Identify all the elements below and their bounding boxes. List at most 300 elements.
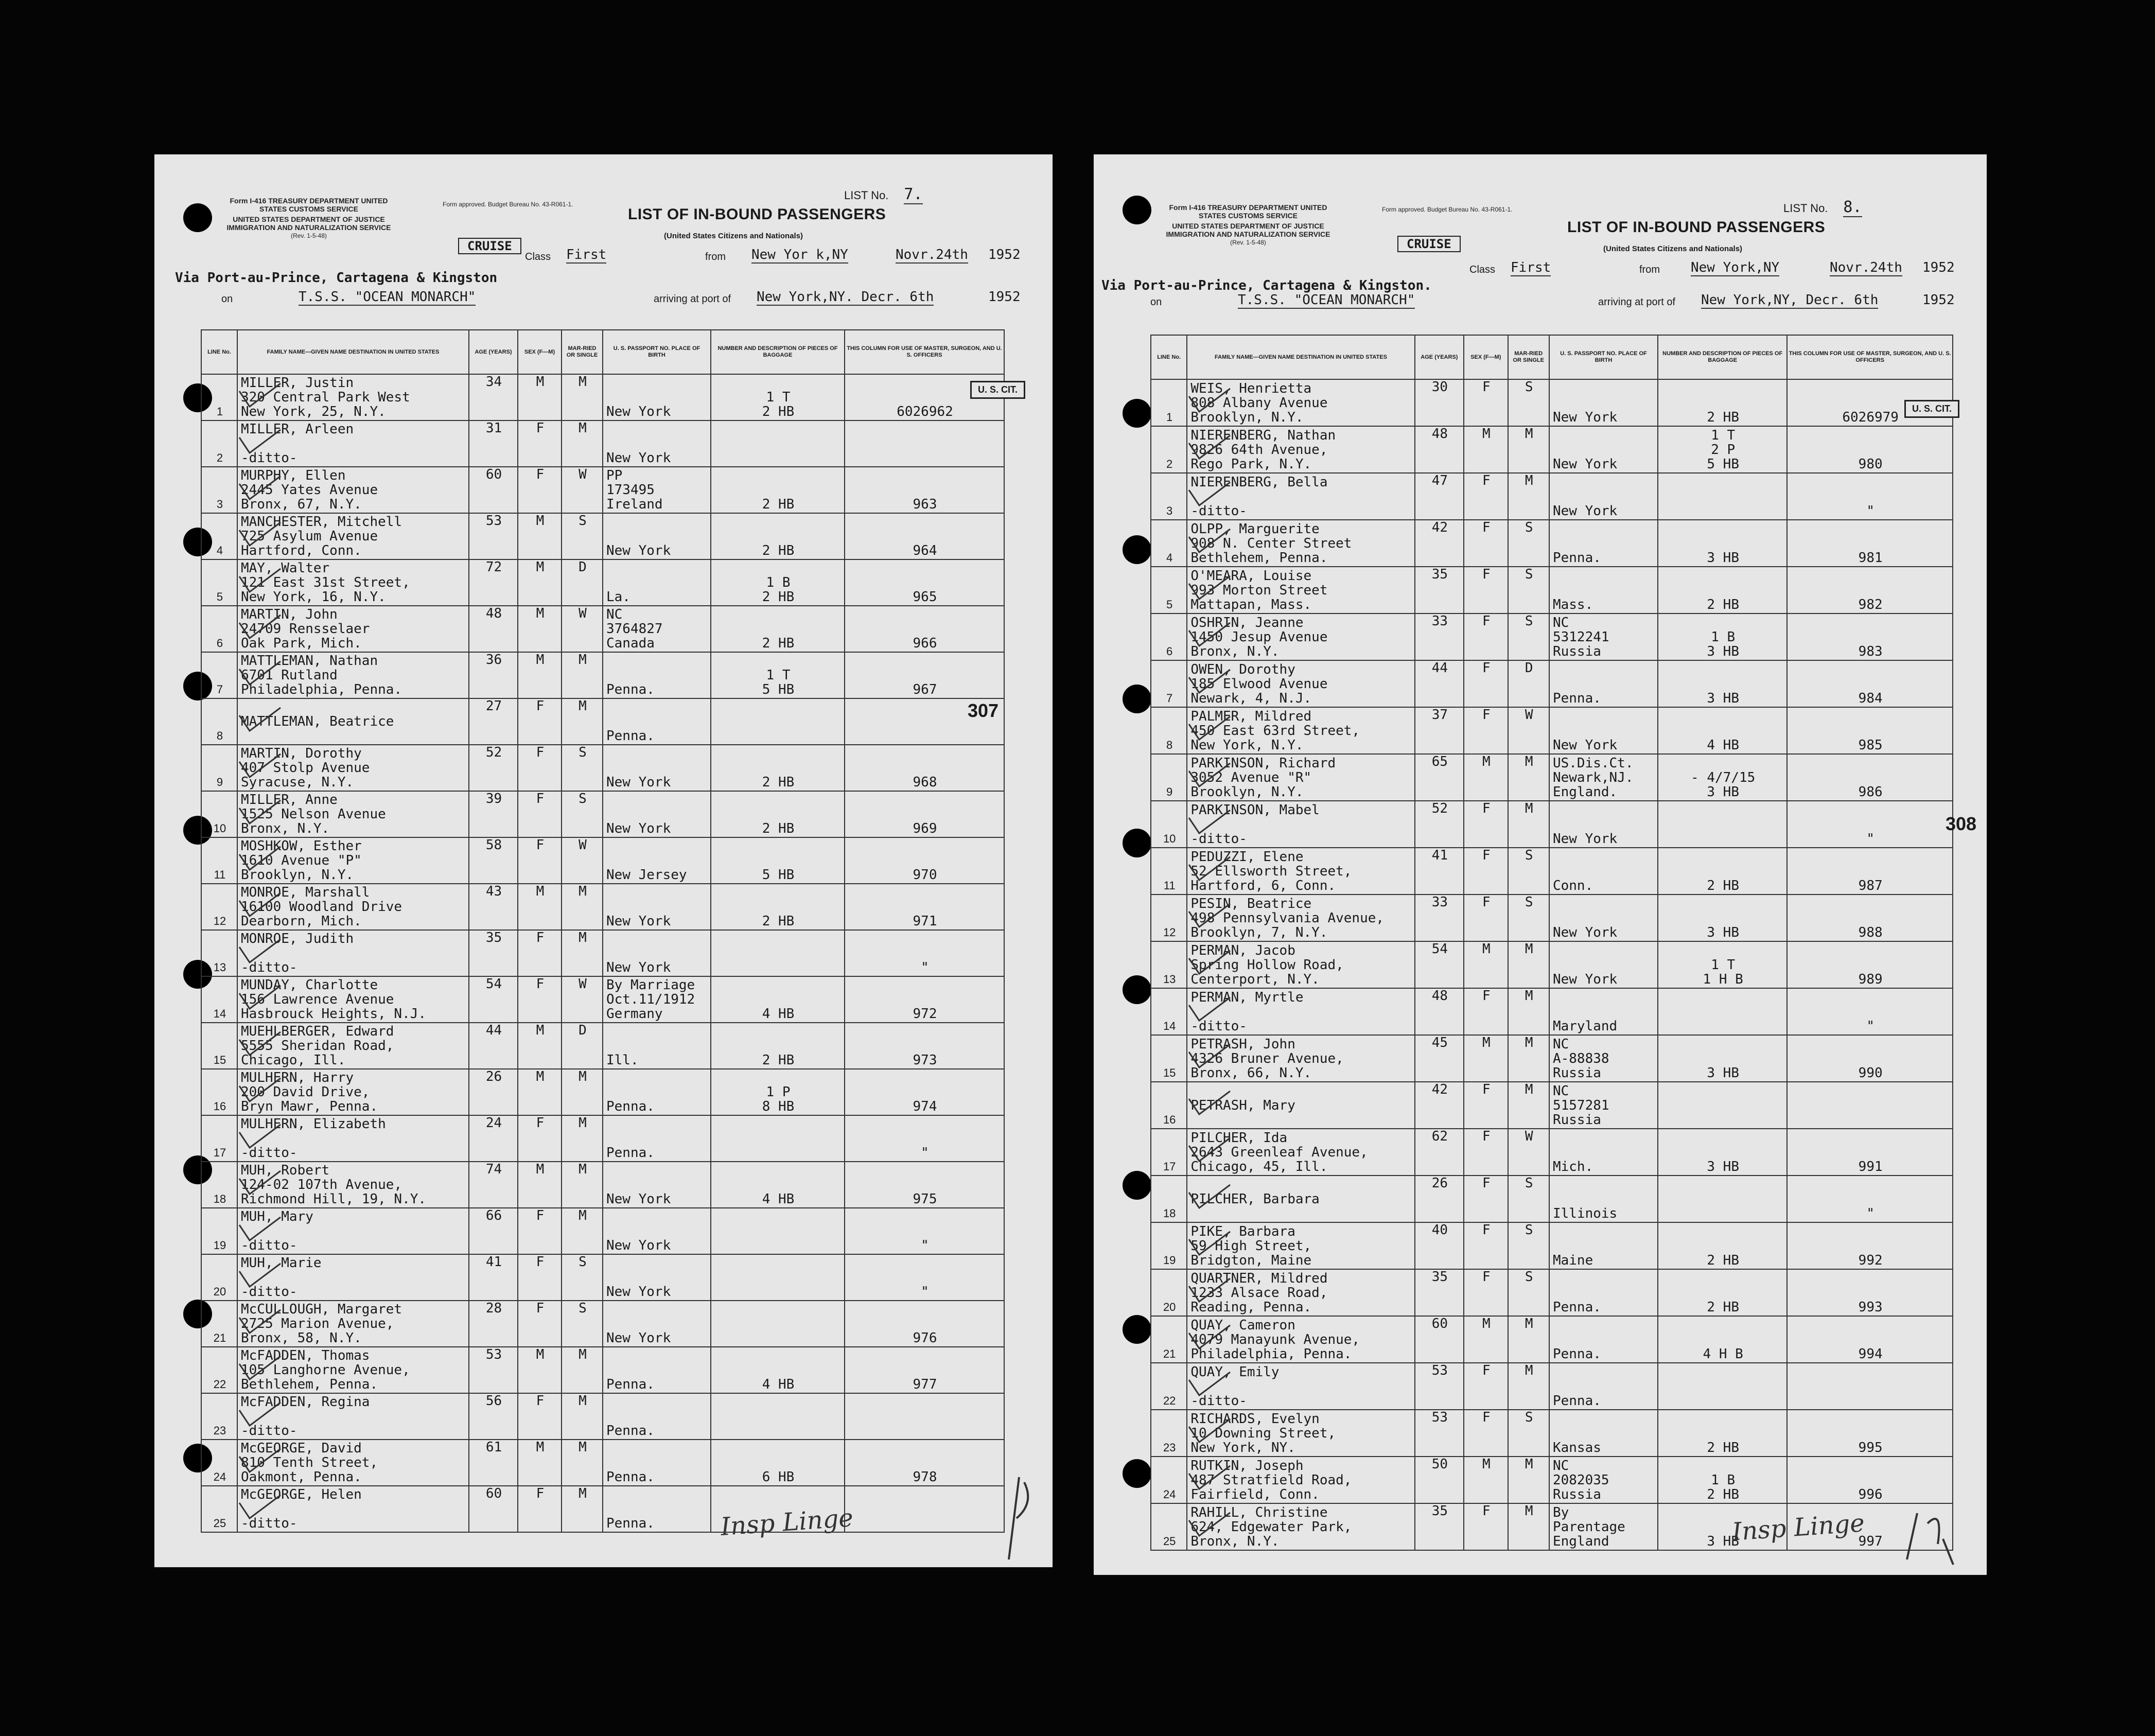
passenger-name-address: PARKINSON, Mabel -ditto- [1187,801,1414,848]
age: 40 [1415,1222,1464,1269]
line-number: 5 [1151,567,1187,613]
officer-column: 6026962 [845,374,1004,420]
line-number: 25 [1151,1503,1187,1550]
passenger-name-address: MUH, Marie -ditto- [237,1254,469,1301]
sex: M [518,606,562,652]
marital-status: S [562,1301,603,1347]
age: 65 [1415,754,1464,801]
passport-birthplace: Penna. [603,1486,711,1532]
marital-status: W [1508,1129,1549,1176]
passport-birthplace: Conn. [1549,848,1658,895]
marital-status: M [562,1069,603,1115]
baggage: 2 HB [711,513,845,559]
passenger-name-address: O'MEARA, Louise 993 Morton Street Mattapan, Mass. [1187,567,1414,613]
line-number: 20 [1151,1269,1187,1316]
marital-status: M [562,1393,603,1440]
passport-birthplace: New York [603,1208,711,1254]
table-row [201,745,1004,791]
marital-status: W [562,976,603,1023]
passport-birthplace: Penna. [603,1115,711,1162]
line-number: 17 [1151,1129,1187,1176]
punch-hole [1123,1171,1151,1200]
age: 53 [469,513,518,559]
line-number: 6 [1151,613,1187,660]
sex: F [518,976,562,1023]
age: 61 [469,1440,518,1486]
officer-column: 978 [845,1440,1004,1486]
table-row [201,791,1004,837]
age: 24 [469,1115,518,1162]
age: 39 [469,791,518,837]
passport-birthplace: Mass. [1549,567,1658,613]
arrival-year: 1952 [988,289,1021,305]
baggage: 1 B 2 HB [1658,1457,1787,1503]
marital-status: D [562,1023,603,1069]
officer-column: " [845,1115,1004,1162]
check-mark-icon [237,612,283,643]
passenger-name-address: MUH, Robert 124-02 107th Avenue, Richmond Hill, 19, N.Y. [237,1162,469,1208]
sex: F [518,1115,562,1162]
officer-column [845,1393,1004,1440]
line-number: 4 [201,513,237,559]
marital-status: S [1508,567,1549,613]
check-mark-icon [1186,1370,1233,1400]
officer-column: 967 [845,652,1004,698]
passport-birthplace: New York [603,1301,711,1347]
passport-birthplace: New York [603,374,711,420]
check-mark-icon [1186,1089,1233,1119]
baggage [1658,1176,1787,1222]
line-number: 7 [1151,660,1187,707]
age: 41 [1415,848,1464,895]
passenger-name-address: QUARTNER, Mildred 1233 Alsace Road, Reading, Penna. [1187,1269,1414,1316]
baggage: 4 HB [711,976,845,1023]
sex: M [518,884,562,930]
passenger-name-address: PILCHER, Ida 2643 Greenleaf Avenue, Chicago, 45, Ill. [1187,1129,1414,1176]
col-age: AGE (YEARS) [1415,335,1464,379]
passenger-name-address: RAHILL, Christine 624, Edgewater Park, Bronx, N.Y. [1187,1503,1414,1550]
form-title: LIST OF IN-BOUND PASSENGERS [1567,219,1826,236]
marital-status: M [562,420,603,467]
us-citizen-stamp: U. S. CIT. [1904,400,1959,418]
check-mark-icon [1186,948,1233,979]
sex: F [1464,1410,1508,1457]
passport-birthplace: Penna. [1549,1269,1658,1316]
check-mark-icon [1186,1510,1233,1541]
passenger-name-address: OSHRIN, Jeanne 1450 Jesup Avenue Bronx, N.Y. [1187,613,1414,660]
line-number: 16 [1151,1082,1187,1129]
sex: F [518,698,562,745]
check-mark-icon [237,751,283,782]
manifest-page-right [1094,154,1987,1575]
marital-status: M [1508,988,1549,1035]
passenger-name-address: QUAY, Emily -ditto- [1187,1363,1414,1410]
baggage: 4 HB [711,1347,845,1393]
officer-column: 970 [845,837,1004,884]
check-mark-icon [237,844,283,875]
marital-status: M [1508,1316,1549,1363]
col-name: FAMILY NAME—GIVEN NAME DESTINATION IN UNITED STATES [1187,335,1414,379]
officer-column: 968 [845,745,1004,791]
marital-status: S [1508,895,1549,941]
passport-birthplace: New York [603,1254,711,1301]
marital-status: S [1508,848,1549,895]
baggage: 3 HB [1658,1129,1787,1176]
baggage: 2 HB [711,745,845,791]
age: 47 [1415,473,1464,520]
table-row [201,652,1004,698]
passport-birthplace: Penna. [603,1069,711,1115]
check-mark-icon [1186,901,1233,932]
via-line: Via Port-au-Prince, Cartagena & Kingston [175,270,498,286]
line-number: 20 [201,1254,237,1301]
passenger-table [201,329,1005,1533]
sex: F [518,837,562,884]
table-row [201,1254,1004,1301]
table-row [1151,895,1953,941]
check-mark-icon [1186,854,1233,885]
passenger-name-address: MILLER, Justin 320 Central Park West New York, 25, N.Y. [237,374,469,420]
table-row [1151,988,1953,1035]
check-mark-icon [237,659,283,690]
marital-status: S [1508,1410,1549,1457]
officer-column: 964 [845,513,1004,559]
sex: F [1464,613,1508,660]
line-number: 12 [201,884,237,930]
sex: M [1464,1035,1508,1082]
age: 60 [469,467,518,513]
col-passport: U. S. PASSPORT NO. PLACE OF BIRTH [1549,335,1658,379]
passport-birthplace: By Parentage England [1549,1503,1658,1550]
passenger-name-address: MARTIN, John 24709 Rensselaer Oak Park, Mich. [237,606,469,652]
line-number: 17 [201,1115,237,1162]
line-number: 24 [201,1440,237,1486]
departure-year: 1952 [988,247,1021,262]
list-number: LIST No. 7. [844,185,923,203]
age: 37 [1415,707,1464,754]
check-mark-icon [237,1354,283,1384]
passport-birthplace: New York [1549,707,1658,754]
passenger-name-address: OWEN, Dorothy 185 Elwood Avenue Newark, 4, N.J. [1187,660,1414,707]
officer-column: 6026979 [1787,379,1953,426]
line-number: 8 [201,698,237,745]
marital-status: M [562,1115,603,1162]
vessel-name: T.S.S. "OCEAN MONARCH" [1238,292,1415,308]
punch-hole [1123,1315,1151,1344]
from-value: New York,NY [1691,260,1780,275]
officer-column: 969 [845,791,1004,837]
marital-status: M [562,374,603,420]
officer-column: 996 [1787,1457,1953,1503]
sex: F [518,791,562,837]
table-row [201,1347,1004,1393]
table-row [1151,613,1953,660]
age: 42 [1415,1082,1464,1129]
table-row [1151,1269,1953,1316]
marital-status: M [1508,1082,1549,1129]
marital-status: S [562,1254,603,1301]
check-mark-icon [237,705,283,736]
table-row [201,837,1004,884]
passenger-name-address: PESIN, Beatrice 498 Pennsylvania Avenue, Brooklyn, 7, N.Y. [1187,895,1414,941]
officer-column: " [1787,988,1953,1035]
table-row [1151,1035,1953,1082]
table-row [201,1301,1004,1347]
age: 60 [469,1486,518,1532]
marital-status: M [562,698,603,745]
baggage: 2 HB [1658,848,1787,895]
age: 53 [469,1347,518,1393]
baggage [711,420,845,467]
check-mark-icon [237,566,283,597]
officer-column: 982 [1787,567,1953,613]
marital-status: M [1508,941,1549,988]
passenger-name-address: PALMER, Mildred 450 East 63rd Street, New York, N.Y. [1187,707,1414,754]
baggage: 2 HB [711,791,845,837]
passport-birthplace: Ill. [603,1023,711,1069]
list-number: LIST No. 8. [1783,198,1862,216]
table-row [201,374,1004,420]
officer-column [845,420,1004,467]
passenger-name-address: PIKE, Barbara 59 High Street, Bridgton, Maine [1187,1222,1414,1269]
officer-column [1787,1082,1953,1129]
line-number: 10 [1151,801,1187,848]
from-value: New Yor k,NY [751,247,848,262]
check-mark-icon [237,1215,283,1246]
check-mark-icon [1186,1135,1233,1166]
check-mark-icon [1186,1182,1233,1213]
passenger-name-address: MILLER, Anne 1525 Nelson Avenue Bronx, N.Y. [237,791,469,837]
marital-status: S [1508,379,1549,426]
baggage [711,1254,845,1301]
age: 41 [469,1254,518,1301]
check-mark-icon [1186,573,1233,604]
check-mark-icon [1186,667,1233,698]
col-baggage: NUMBER AND DESCRIPTION OF PIECES OF BAGGAGE [711,330,845,374]
marital-status: M [562,652,603,698]
passport-birthplace: By Marriage Oct.11/1912 Germany [603,976,711,1023]
page-stamp-number: 307 [968,700,999,721]
passport-birthplace: Penna. [603,1393,711,1440]
class-label: Class [525,251,551,262]
baggage: 2 HB [1658,567,1787,613]
age: 56 [469,1393,518,1440]
age: 45 [1415,1035,1464,1082]
age: 44 [469,1023,518,1069]
passenger-name-address: McCULLOUGH, Margaret 2725 Marion Avenue, Bronx, 58, N.Y. [237,1301,469,1347]
baggage: 1 T 1 H B [1658,941,1787,988]
officer-column: 975 [845,1162,1004,1208]
baggage: 1 P 8 HB [711,1069,845,1115]
passenger-name-address: MULHERN, Harry 200 David Drive, Bryn Mawr, Penna. [237,1069,469,1115]
baggage: 2 HB [711,884,845,930]
sex: M [518,1023,562,1069]
sex: M [1464,754,1508,801]
check-mark-icon [1186,386,1233,417]
check-mark-icon [237,1168,283,1199]
line-number: 2 [1151,426,1187,473]
table-row [201,698,1004,745]
officer-column: 993 [1787,1269,1953,1316]
passport-birthplace: NC 5157281 Russia [1549,1082,1658,1129]
officer-column: 992 [1787,1222,1953,1269]
line-number: 19 [201,1208,237,1254]
on-label: on [221,293,233,305]
officer-column: 991 [1787,1129,1953,1176]
punch-hole [1123,685,1151,713]
line-number: 9 [201,745,237,791]
table-row [1151,1410,1953,1457]
table-row [1151,707,1953,754]
baggage [711,1393,845,1440]
check-mark-icon [1186,1276,1233,1307]
age: 44 [1415,660,1464,707]
line-number: 18 [201,1162,237,1208]
officer-column: " [1787,801,1953,848]
sex: F [1464,660,1508,707]
age: 43 [469,884,518,930]
officer-column: " [845,1254,1004,1301]
sex: F [518,1254,562,1301]
vessel-name: T.S.S. "OCEAN MONARCH" [299,289,476,305]
officer-column: 988 [1787,895,1953,941]
sex: F [518,745,562,791]
marital-status: S [1508,1269,1549,1316]
sex: M [1464,941,1508,988]
departure-date: Novr.24th [1830,260,1902,275]
line-number: 1 [1151,379,1187,426]
passenger-name-address: MULHERN, Elizabeth -ditto- [237,1115,469,1162]
baggage [1658,988,1787,1035]
check-mark-icon [237,1029,283,1060]
age: 48 [469,606,518,652]
table-row [1151,754,1953,801]
check-mark-icon [1186,1042,1233,1073]
passport-birthplace: NC 5312241 Russia [1549,613,1658,660]
marital-status: S [562,513,603,559]
sex: F [1464,848,1508,895]
baggage: 1 T 2 HB [711,374,845,420]
passport-birthplace: New York [1549,426,1658,473]
sex: F [1464,473,1508,520]
baggage [711,1301,845,1347]
table-row [201,1162,1004,1208]
col-line: LINE No. [1151,335,1187,379]
check-mark-icon [237,798,283,829]
line-number: 3 [1151,473,1187,520]
baggage: 2 HB [1658,1410,1787,1457]
passport-birthplace: New Jersey [603,837,711,884]
age: 27 [469,698,518,745]
check-mark-icon [237,1076,283,1107]
officer-column: 977 [845,1347,1004,1393]
passport-birthplace: New York [603,791,711,837]
table-row [201,1115,1004,1162]
sex: F [518,1208,562,1254]
age: 62 [1415,1129,1464,1176]
col-officers: THIS COLUMN FOR USE OF MASTER, SURGEON, AND U. S. OFFICERS [1787,335,1953,379]
cruise-stamp: CRUISE [1397,236,1461,252]
sex: F [1464,707,1508,754]
us-citizen-stamp: U. S. CIT. [970,381,1025,399]
from-label: from [705,251,726,262]
table-row [201,1208,1004,1254]
form-approved-note: Form approved. Budget Bureau No. 43-R061-1. [1382,206,1513,213]
age: 50 [1415,1457,1464,1503]
passport-birthplace: New York [1549,941,1658,988]
marital-status: M [1508,1457,1549,1503]
marital-status: M [1508,1503,1549,1550]
col-line: LINE No. [201,330,237,374]
marital-status: M [1508,801,1549,848]
marital-status: W [1508,707,1549,754]
officer-column: " [1787,1176,1953,1222]
passenger-name-address: NIERENBERG, Bella -ditto- [1187,473,1414,520]
officer-column: 974 [845,1069,1004,1115]
check-mark-icon [1186,480,1233,511]
marital-status: M [562,1440,603,1486]
passport-birthplace: PP 173495 Ireland [603,467,711,513]
marital-status: M [562,1486,603,1532]
form-subtitle: (United States Citizens and Nationals) [1603,244,1743,253]
officer-column: " [845,1208,1004,1254]
age: 48 [1415,988,1464,1035]
baggage [711,1208,845,1254]
table-row [1151,426,1953,473]
table-row [1151,660,1953,707]
marital-status: M [562,1347,603,1393]
check-mark-icon [237,937,283,968]
line-number: 11 [1151,848,1187,895]
table-row [1151,1363,1953,1410]
table-row [201,513,1004,559]
form-approved-note: Form approved. Budget Bureau No. 43-R061-1. [443,201,573,208]
baggage: 2 HB [711,1023,845,1069]
passenger-name-address: MUH, Mary -ditto- [237,1208,469,1254]
baggage [1658,1363,1787,1410]
age: 33 [1415,613,1464,660]
col-name: FAMILY NAME—GIVEN NAME DESTINATION IN UNITED STATES [237,330,469,374]
passenger-name-address: MURPHY, Ellen 2445 Yates Avenue Bronx, 67, N.Y. [237,467,469,513]
line-number: 21 [201,1301,237,1347]
table-row [201,1393,1004,1440]
passenger-name-address: PETRASH, Mary [1187,1082,1414,1129]
line-number: 4 [1151,520,1187,567]
marital-status: S [562,791,603,837]
passport-birthplace: Penna. [1549,520,1658,567]
line-number: 5 [201,559,237,606]
marital-status: S [562,745,603,791]
officer-column: 981 [1787,520,1953,567]
age: 58 [469,837,518,884]
age: 35 [1415,1269,1464,1316]
arrival-year: 1952 [1922,292,1955,308]
passenger-name-address: PERMAN, Myrtle -ditto- [1187,988,1414,1035]
baggage: 3 HB [1658,660,1787,707]
passenger-name-address: RUTKIN, Joseph 487 Stratfield Road, Fairfield, Conn. [1187,1457,1414,1503]
age: 74 [469,1162,518,1208]
col-sex: SEX (F—M) [518,330,562,374]
line-number: 19 [1151,1222,1187,1269]
officer-column: 976 [845,1301,1004,1347]
table-row [1151,520,1953,567]
punch-hole [1123,829,1151,857]
class-value: First [1511,260,1551,275]
col-age: AGE (YEARS) [469,330,518,374]
passport-birthplace: New York [603,930,711,976]
departure-date: Novr.24th [896,247,968,262]
baggage: 6 HB [711,1440,845,1486]
